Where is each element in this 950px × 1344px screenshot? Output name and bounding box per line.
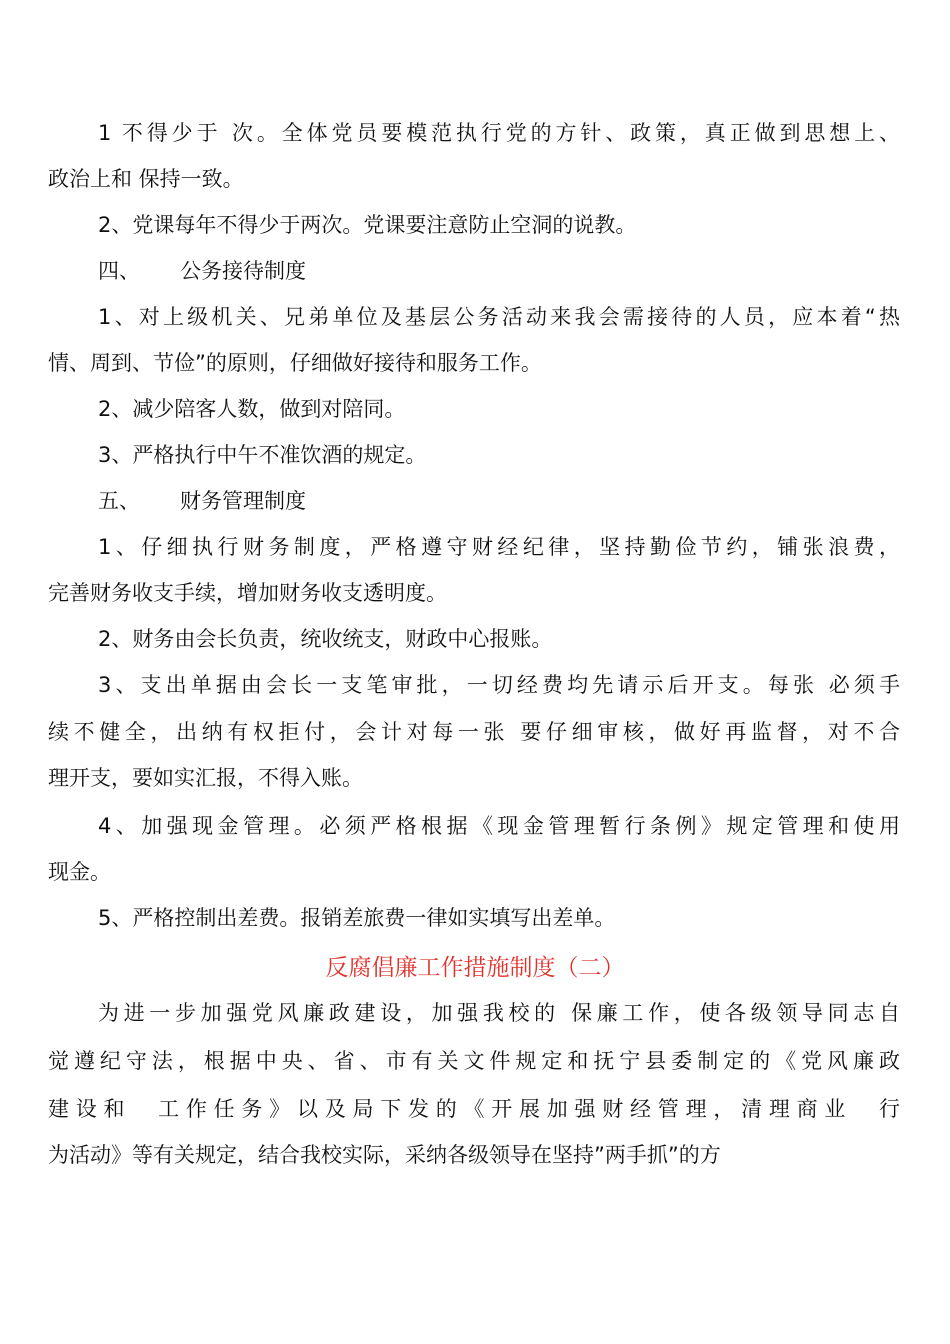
paragraph-line: 现金。 bbox=[48, 860, 111, 884]
paragraph-line: 4、加强现金管理。必须严格根据《现金管理暂行条例》规定管理和使用 bbox=[98, 814, 900, 838]
paragraph-line: 建设和 工作任务》以及局下发的《开展加强财经管理，清理商业 行 bbox=[48, 1097, 900, 1121]
paragraph-line: 为进一步加强党风廉政建设，加强我校的 保廉工作，使各级领导同志自 bbox=[98, 1001, 900, 1025]
paragraph-line: 完善财务收支手续，增加财务收支透明度。 bbox=[48, 581, 447, 605]
paragraph-line: 2、党课每年不得少于两次。党课要注意防止空洞的说教。 bbox=[98, 213, 637, 237]
paragraph-line: 3、严格执行中午不准饮酒的规定。 bbox=[98, 443, 427, 467]
document-title: 反腐倡廉工作措施制度（二） bbox=[325, 955, 625, 981]
paragraph-line: 续不健全，出纳有权拒付，会计对每一张 要仔细审核，做好再监督，对不合 bbox=[48, 720, 900, 744]
paragraph-line: 情、周到、节俭”的原则，仔细做好接待和服务工作。 bbox=[48, 351, 542, 375]
section-heading: 四、 公务接待制度 bbox=[98, 259, 307, 283]
paragraph-line: 政治上和 保持一致。 bbox=[48, 167, 244, 191]
paragraph-line: 2、财务由会长负责，统收统支，财政中心报账。 bbox=[98, 627, 553, 651]
paragraph-line: 为活动》等有关规定，结合我校实际，采纳各级领导在坚持”两手抓”的方 bbox=[48, 1143, 721, 1167]
paragraph-line: 2、减少陪客人数，做到对陪同。 bbox=[98, 397, 406, 421]
paragraph-line: 5、严格控制出差费。报销差旅费一律如实填写出差单。 bbox=[98, 906, 616, 930]
section-heading: 五、 财务管理制度 bbox=[98, 489, 307, 513]
paragraph-line: 1、对上级机关、兄弟单位及基层公务活动来我会需接待的人员，应本着“热 bbox=[98, 305, 900, 329]
paragraph-line: 1、仔细执行财务制度，严格遵守财经纪律，坚持勤俭节约，铺张浪费， bbox=[98, 535, 900, 559]
paragraph-line: 1 不得少于 次。全体党员要模范执行党的方针、政策，真正做到思想上、 bbox=[98, 121, 900, 145]
paragraph-line: 3、支出单据由会长一支笔审批，一切经费均先请示后开支。每张 必须手 bbox=[98, 673, 900, 697]
paragraph-line: 理开支，要如实汇报，不得入账。 bbox=[48, 766, 363, 790]
paragraph-line: 觉遵纪守法，根据中央、省、市有关文件规定和抚宁县委制定的《党风廉政 bbox=[48, 1049, 900, 1073]
